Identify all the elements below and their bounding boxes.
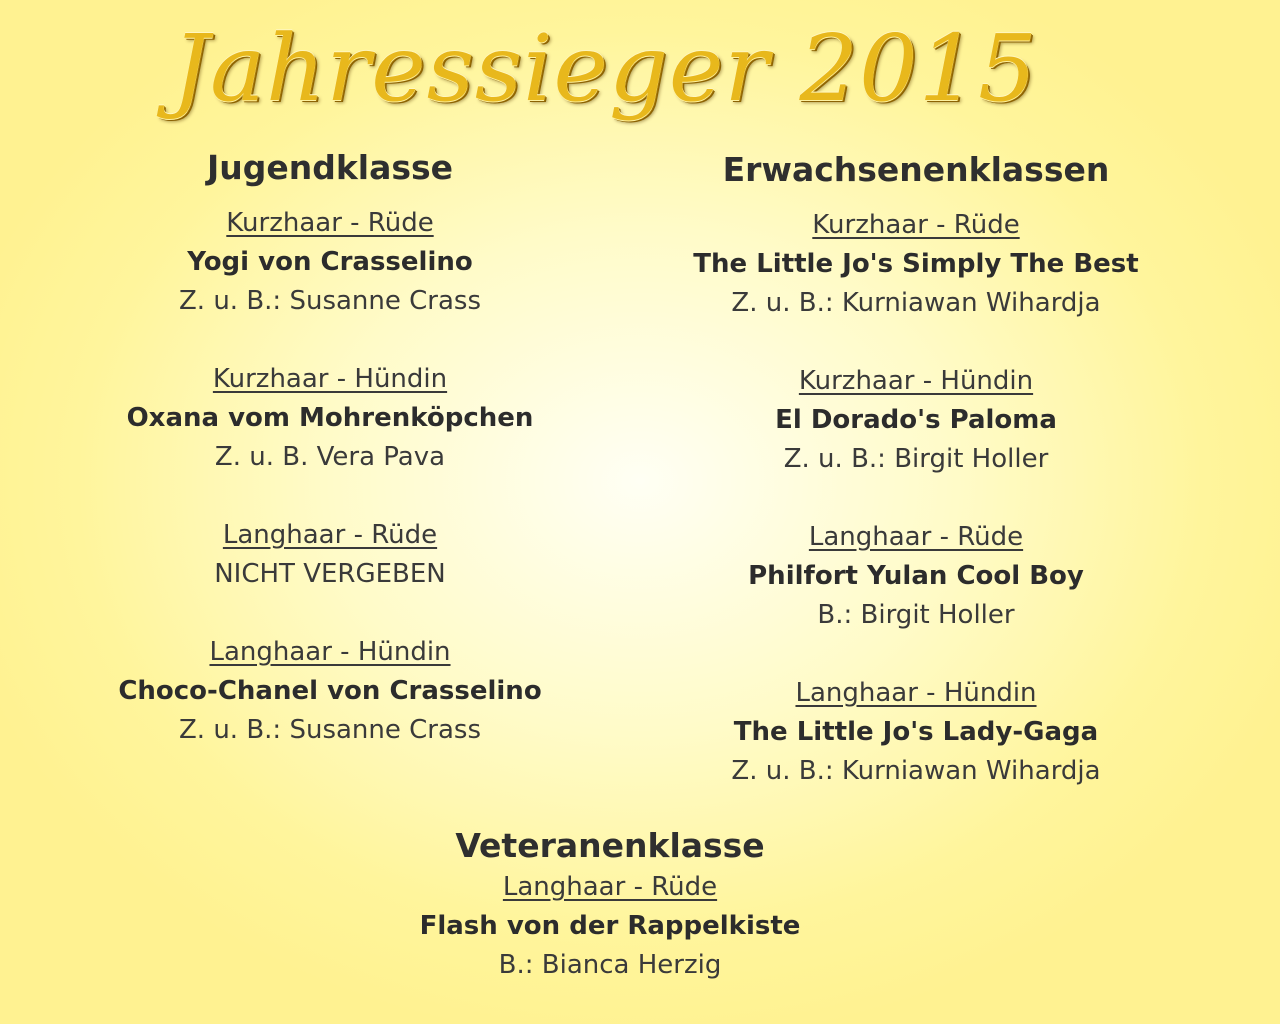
- veteran-entry-langhaar-ruede: [310, 868, 910, 985]
- youth-entry-langhaar-huendin: [30, 633, 630, 750]
- youth-class-section: [30, 146, 630, 789]
- adult-entry-langhaar-ruede: [616, 518, 1216, 635]
- entry-category: Kurzhaar - Rüde: [812, 210, 1020, 240]
- page-title: Jahressieger 2015: [172, 15, 1038, 122]
- youth-entry-langhaar-ruede: [30, 516, 630, 594]
- entry-category: Kurzhaar - Hündin: [212, 364, 448, 394]
- youth-class-heading: Jugendklasse: [206, 148, 454, 187]
- entry-winner: The Little Jo's Simply The Best: [693, 249, 1139, 279]
- adult-entry-kurzhaar-huendin: [616, 362, 1216, 479]
- entry-category: Langhaar - Rüde: [808, 522, 1024, 552]
- adult-entry-langhaar-huendin: [616, 674, 1216, 791]
- entry-category: Langhaar - Rüde: [502, 872, 718, 902]
- entry-breeder: Z. u. B. Vera Pava: [214, 442, 446, 472]
- veteran-class-section: [310, 824, 910, 985]
- entry-not-awarded: NICHT VERGEBEN: [214, 559, 446, 589]
- entry-winner: Philfort Yulan Cool Boy: [748, 561, 1084, 591]
- entry-breeder: Z. u. B.: Susanne Crass: [178, 286, 482, 316]
- entry-breeder: Z. u. B.: Susanne Crass: [178, 715, 482, 745]
- entry-breeder: Z. u. B.: Birgit Holler: [783, 444, 1049, 474]
- entry-winner: El Dorado's Paloma: [775, 405, 1057, 435]
- veteran-class-heading: Veteranenklasse: [455, 826, 765, 865]
- entry-category: Langhaar - Hündin: [795, 678, 1037, 708]
- adult-class-section: [616, 148, 1216, 830]
- entry-breeder: Z. u. B.: Kurniawan Wihardja: [731, 756, 1101, 786]
- youth-entry-kurzhaar-huendin: [30, 360, 630, 477]
- entry-winner: Flash von der Rappelkiste: [419, 911, 801, 941]
- entry-winner: The Little Jo's Lady-Gaga: [733, 717, 1099, 747]
- adult-entry-kurzhaar-ruede: [616, 206, 1216, 323]
- youth-entry-kurzhaar-ruede: [30, 204, 630, 321]
- entry-category: Langhaar - Hündin: [209, 637, 451, 667]
- entry-category: Kurzhaar - Rüde: [226, 208, 434, 238]
- entry-category: Langhaar - Rüde: [222, 520, 438, 550]
- entry-winner: Yogi von Crasselino: [187, 247, 473, 277]
- entry-winner: Oxana vom Mohrenköpchen: [126, 403, 534, 433]
- entry-breeder: B.: Bianca Herzig: [498, 950, 722, 980]
- entry-breeder: B.: Birgit Holler: [817, 600, 1015, 630]
- entry-winner: Choco-Chanel von Crasselino: [118, 676, 542, 706]
- entry-category: Kurzhaar - Hündin: [798, 366, 1034, 396]
- adult-class-heading: Erwachsenenklassen: [722, 150, 1110, 189]
- entry-breeder: Z. u. B.: Kurniawan Wihardja: [731, 288, 1101, 318]
